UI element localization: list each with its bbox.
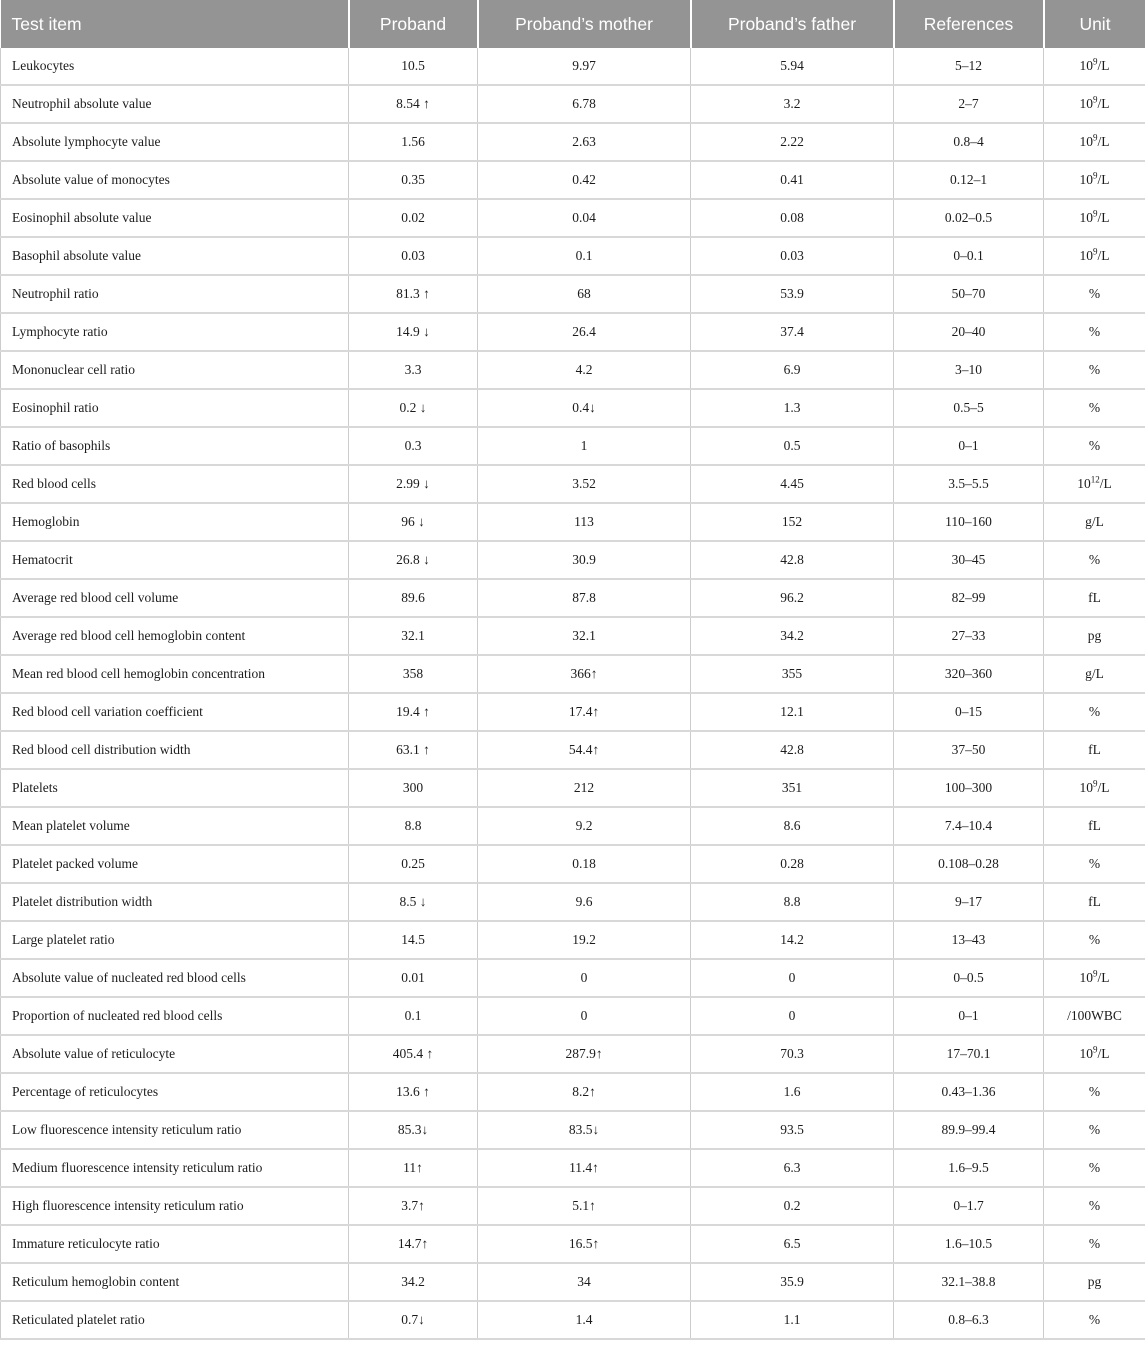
table-row	[1, 1073, 1145, 1111]
table-row	[1, 1149, 1145, 1187]
father-value-cell: 4.45	[691, 465, 894, 503]
unit-value-cell: $10^9/L$	[1044, 1035, 1145, 1073]
references-value-cell: 0.43–1.36	[894, 1073, 1044, 1111]
unit-value-cell: %	[1044, 1301, 1145, 1339]
mother-value-cell: 83.5↓	[478, 1111, 691, 1149]
mother-value-cell: 9.97	[478, 48, 691, 85]
table-row	[1, 1301, 1145, 1339]
proband-value-cell: 81.3 ↑	[349, 275, 478, 313]
proband-value-cell: 3.7↑	[349, 1187, 478, 1225]
father-value-cell: 1.6	[691, 1073, 894, 1111]
father-value-cell: 1.3	[691, 389, 894, 427]
mother-value-cell: 0.04	[478, 199, 691, 237]
references-value-cell: 3.5–5.5	[894, 465, 1044, 503]
proband-value-cell: 0.01	[349, 959, 478, 997]
proband-value-cell: 63.1 ↑	[349, 731, 478, 769]
test-item-cell: Absolute lymphocyte value	[1, 123, 349, 161]
mother-value-cell: 1	[478, 427, 691, 465]
proband-value-cell: 405.4 ↑	[349, 1035, 478, 1073]
proband-value-cell: 1.56	[349, 123, 478, 161]
unit-value-cell: g/L	[1044, 655, 1145, 693]
father-value-cell: 96.2	[691, 579, 894, 617]
proband-value-cell: 11↑	[349, 1149, 478, 1187]
mother-value-cell: 54.4↑	[478, 731, 691, 769]
table-row	[1, 617, 1145, 655]
table-row	[1, 1225, 1145, 1263]
unit-value-cell: fL	[1044, 731, 1145, 769]
unit-value-cell: fL	[1044, 579, 1145, 617]
father-value-cell: 70.3	[691, 1035, 894, 1073]
test-item-cell: Low fluorescence intensity reticulum ratio	[1, 1111, 349, 1149]
mother-value-cell: 0.42	[478, 161, 691, 199]
mother-value-cell: 6.78	[478, 85, 691, 123]
father-value-cell: 0	[691, 997, 894, 1035]
test-item-cell: Eosinophil ratio	[1, 389, 349, 427]
table-row	[1, 1263, 1145, 1301]
mother-value-cell: 1.4	[478, 1301, 691, 1339]
father-value-cell: 8.6	[691, 807, 894, 845]
father-value-cell: 35.9	[691, 1263, 894, 1301]
father-value-cell: 5.94	[691, 48, 894, 85]
mother-value-cell: 9.2	[478, 807, 691, 845]
table-row	[1, 351, 1145, 389]
references-value-cell: 20–40	[894, 313, 1044, 351]
table-row	[1, 123, 1145, 161]
references-value-cell: 89.9–99.4	[894, 1111, 1044, 1149]
references-value-cell: 30–45	[894, 541, 1044, 579]
test-item-cell: Medium fluorescence intensity reticulum ratio	[1, 1149, 349, 1187]
proband-value-cell: 0.35	[349, 161, 478, 199]
father-value-cell: 42.8	[691, 731, 894, 769]
references-value-cell: 0.8–4	[894, 123, 1044, 161]
proband-value-cell: 0.03	[349, 237, 478, 275]
mother-value-cell: 68	[478, 275, 691, 313]
unit-value-cell: %	[1044, 921, 1145, 959]
table-row	[1, 237, 1145, 275]
father-value-cell: 34.2	[691, 617, 894, 655]
proband-value-cell: 19.4 ↑	[349, 693, 478, 731]
column-header-unit: Unit	[1044, 0, 1145, 48]
references-value-cell: 1.6–9.5	[894, 1149, 1044, 1187]
references-value-cell: 110–160	[894, 503, 1044, 541]
column-header-references: References	[894, 0, 1044, 48]
references-value-cell: 5–12	[894, 48, 1044, 85]
father-value-cell: 8.8	[691, 883, 894, 921]
table-row	[1, 655, 1145, 693]
unit-value-cell: fL	[1044, 883, 1145, 921]
unit-value-cell: %	[1044, 541, 1145, 579]
proband-value-cell: 14.5	[349, 921, 478, 959]
table-row	[1, 541, 1145, 579]
table-row	[1, 731, 1145, 769]
test-item-cell: Mean platelet volume	[1, 807, 349, 845]
table-header	[1, 0, 1145, 48]
table-row	[1, 883, 1145, 921]
proband-value-cell: 8.5 ↓	[349, 883, 478, 921]
mother-value-cell: 2.63	[478, 123, 691, 161]
test-item-cell: Leukocytes	[1, 48, 349, 85]
unit-value-cell: %	[1044, 1073, 1145, 1111]
father-value-cell: 53.9	[691, 275, 894, 313]
father-value-cell: 0.08	[691, 199, 894, 237]
unit-value-cell: %	[1044, 1149, 1145, 1187]
table-row	[1, 465, 1145, 503]
mother-value-cell: 34	[478, 1263, 691, 1301]
test-item-cell: Platelet packed volume	[1, 845, 349, 883]
proband-value-cell: 14.7↑	[349, 1225, 478, 1263]
proband-value-cell: 0.3	[349, 427, 478, 465]
references-value-cell: 32.1–38.8	[894, 1263, 1044, 1301]
references-value-cell: 50–70	[894, 275, 1044, 313]
test-item-cell: Platelets	[1, 769, 349, 807]
proband-value-cell: 89.6	[349, 579, 478, 617]
table-row	[1, 199, 1145, 237]
table-body	[1, 48, 1145, 1339]
mother-value-cell: 30.9	[478, 541, 691, 579]
test-item-cell: Neutrophil ratio	[1, 275, 349, 313]
table-row	[1, 997, 1145, 1035]
father-value-cell: 351	[691, 769, 894, 807]
mother-value-cell: 16.5↑	[478, 1225, 691, 1263]
references-value-cell: 82–99	[894, 579, 1044, 617]
proband-value-cell: 13.6 ↑	[349, 1073, 478, 1111]
references-value-cell: 17–70.1	[894, 1035, 1044, 1073]
table-row	[1, 503, 1145, 541]
mother-value-cell: 366↑	[478, 655, 691, 693]
test-item-cell: Reticulum hemoglobin content	[1, 1263, 349, 1301]
table-row	[1, 807, 1145, 845]
unit-value-cell: %	[1044, 427, 1145, 465]
test-item-cell: Lymphocyte ratio	[1, 313, 349, 351]
mother-value-cell: 32.1	[478, 617, 691, 655]
mother-value-cell: 26.4	[478, 313, 691, 351]
father-value-cell: 1.1	[691, 1301, 894, 1339]
table-row	[1, 1111, 1145, 1149]
proband-value-cell: 300	[349, 769, 478, 807]
unit-value-cell: %	[1044, 313, 1145, 351]
table-row	[1, 769, 1145, 807]
father-value-cell: 37.4	[691, 313, 894, 351]
father-value-cell: 6.9	[691, 351, 894, 389]
proband-value-cell: 85.3↓	[349, 1111, 478, 1149]
mother-value-cell: 17.4↑	[478, 693, 691, 731]
unit-value-cell: $10^9/L$	[1044, 199, 1145, 237]
mother-value-cell: 0	[478, 959, 691, 997]
unit-value-cell: %	[1044, 845, 1145, 883]
test-item-cell: Average red blood cell volume	[1, 579, 349, 617]
references-value-cell: 2–7	[894, 85, 1044, 123]
test-item-cell: Percentage of reticulocytes	[1, 1073, 349, 1111]
father-value-cell: 42.8	[691, 541, 894, 579]
father-value-cell: 12.1	[691, 693, 894, 731]
references-value-cell: 1.6–10.5	[894, 1225, 1044, 1263]
table-row	[1, 313, 1145, 351]
father-value-cell: 6.5	[691, 1225, 894, 1263]
proband-value-cell: 0.7↓	[349, 1301, 478, 1339]
test-item-cell: Red blood cell distribution width	[1, 731, 349, 769]
mother-value-cell: 0.4↓	[478, 389, 691, 427]
unit-value-cell: %	[1044, 275, 1145, 313]
test-item-cell: Red blood cells	[1, 465, 349, 503]
proband-value-cell: 14.9 ↓	[349, 313, 478, 351]
column-header-proband-mother: Proband’s mother	[478, 0, 691, 48]
references-value-cell: 0.5–5	[894, 389, 1044, 427]
father-value-cell: 152	[691, 503, 894, 541]
test-item-cell: High fluorescence intensity reticulum ratio	[1, 1187, 349, 1225]
unit-value-cell: pg	[1044, 617, 1145, 655]
test-item-cell: Absolute value of nucleated red blood cells	[1, 959, 349, 997]
mother-value-cell: 212	[478, 769, 691, 807]
proband-value-cell: 96 ↓	[349, 503, 478, 541]
proband-value-cell: 8.8	[349, 807, 478, 845]
unit-value-cell: $10^9/L$	[1044, 161, 1145, 199]
table-row	[1, 1187, 1145, 1225]
references-value-cell: 9–17	[894, 883, 1044, 921]
proband-value-cell: 32.1	[349, 617, 478, 655]
unit-value-cell: %	[1044, 1111, 1145, 1149]
unit-value-cell: %	[1044, 389, 1145, 427]
table-row	[1, 275, 1145, 313]
table-row	[1, 161, 1145, 199]
references-value-cell: 13–43	[894, 921, 1044, 959]
test-item-cell: Absolute value of reticulocyte	[1, 1035, 349, 1073]
references-value-cell: 0–1	[894, 997, 1044, 1035]
test-item-cell: Absolute value of monocytes	[1, 161, 349, 199]
father-value-cell: 0.5	[691, 427, 894, 465]
test-item-cell: Platelet distribution width	[1, 883, 349, 921]
references-value-cell: 37–50	[894, 731, 1044, 769]
proband-value-cell: 0.1	[349, 997, 478, 1035]
unit-value-cell: %	[1044, 1225, 1145, 1263]
test-item-cell: Average red blood cell hemoglobin content	[1, 617, 349, 655]
test-item-cell: Mononuclear cell ratio	[1, 351, 349, 389]
column-header-proband: Proband	[349, 0, 478, 48]
unit-value-cell: g/L	[1044, 503, 1145, 541]
father-value-cell: 0	[691, 959, 894, 997]
father-value-cell: 355	[691, 655, 894, 693]
mother-value-cell: 0.1	[478, 237, 691, 275]
table-row	[1, 1035, 1145, 1073]
unit-value-cell: $10^9/L$	[1044, 48, 1145, 85]
references-value-cell: 3–10	[894, 351, 1044, 389]
mother-value-cell: 5.1↑	[478, 1187, 691, 1225]
unit-value-cell: $10^9/L$	[1044, 959, 1145, 997]
father-value-cell: 0.2	[691, 1187, 894, 1225]
unit-value-cell: pg	[1044, 1263, 1145, 1301]
test-item-cell: Red blood cell variation coefficient	[1, 693, 349, 731]
unit-value-cell: $10^{12}/L$	[1044, 465, 1145, 503]
test-item-cell: Reticulated platelet ratio	[1, 1301, 349, 1339]
unit-value-cell: /100WBC	[1044, 997, 1145, 1035]
references-value-cell: 0.108–0.28	[894, 845, 1044, 883]
unit-value-cell: %	[1044, 693, 1145, 731]
proband-value-cell: 0.25	[349, 845, 478, 883]
mother-value-cell: 11.4↑	[478, 1149, 691, 1187]
column-header-proband-father: Proband’s father	[691, 0, 894, 48]
mother-value-cell: 4.2	[478, 351, 691, 389]
references-value-cell: 100–300	[894, 769, 1044, 807]
unit-value-cell: $10^9/L$	[1044, 769, 1145, 807]
column-header-test-item: Test item	[1, 0, 349, 48]
test-item-cell: Hematocrit	[1, 541, 349, 579]
mother-value-cell: 87.8	[478, 579, 691, 617]
references-value-cell: 320–360	[894, 655, 1044, 693]
references-value-cell: 0.12–1	[894, 161, 1044, 199]
mother-value-cell: 9.6	[478, 883, 691, 921]
table-row	[1, 693, 1145, 731]
unit-value-cell: %	[1044, 1187, 1145, 1225]
father-value-cell: 14.2	[691, 921, 894, 959]
references-value-cell: 0–0.5	[894, 959, 1044, 997]
father-value-cell: 2.22	[691, 123, 894, 161]
unit-value-cell: $10^9/L$	[1044, 85, 1145, 123]
proband-value-cell: 0.02	[349, 199, 478, 237]
test-item-cell: Eosinophil absolute value	[1, 199, 349, 237]
mother-value-cell: 19.2	[478, 921, 691, 959]
mother-value-cell: 0	[478, 997, 691, 1035]
table-row	[1, 389, 1145, 427]
test-item-cell: Neutrophil absolute value	[1, 85, 349, 123]
test-item-cell: Mean red blood cell hemoglobin concentration	[1, 655, 349, 693]
mother-value-cell: 0.18	[478, 845, 691, 883]
references-value-cell: 0–1	[894, 427, 1044, 465]
father-value-cell: 93.5	[691, 1111, 894, 1149]
test-item-cell: Proportion of nucleated red blood cells	[1, 997, 349, 1035]
references-value-cell: 0.8–6.3	[894, 1301, 1044, 1339]
test-item-cell: Ratio of basophils	[1, 427, 349, 465]
mother-value-cell: 287.9↑	[478, 1035, 691, 1073]
test-item-cell: Basophil absolute value	[1, 237, 349, 275]
mother-value-cell: 3.52	[478, 465, 691, 503]
table-row	[1, 85, 1145, 123]
header-row	[1, 0, 1145, 48]
father-value-cell: 3.2	[691, 85, 894, 123]
references-value-cell: 0–1.7	[894, 1187, 1044, 1225]
test-item-cell: Hemoglobin	[1, 503, 349, 541]
references-value-cell: 7.4–10.4	[894, 807, 1044, 845]
proband-value-cell: 2.99 ↓	[349, 465, 478, 503]
unit-value-cell: $10^9/L$	[1044, 237, 1145, 275]
proband-value-cell: 10.5	[349, 48, 478, 85]
proband-value-cell: 34.2	[349, 1263, 478, 1301]
proband-value-cell: 358	[349, 655, 478, 693]
mother-value-cell: 8.2↑	[478, 1073, 691, 1111]
proband-value-cell: 26.8 ↓	[349, 541, 478, 579]
unit-value-cell: fL	[1044, 807, 1145, 845]
references-value-cell: 27–33	[894, 617, 1044, 655]
table-row	[1, 845, 1145, 883]
test-item-cell: Immature reticulocyte ratio	[1, 1225, 349, 1263]
proband-value-cell: 0.2 ↓	[349, 389, 478, 427]
test-item-cell: Large platelet ratio	[1, 921, 349, 959]
table-row	[1, 959, 1145, 997]
references-value-cell: 0–0.1	[894, 237, 1044, 275]
father-value-cell: 0.28	[691, 845, 894, 883]
father-value-cell: 6.3	[691, 1149, 894, 1187]
proband-value-cell: 3.3	[349, 351, 478, 389]
references-value-cell: 0–15	[894, 693, 1044, 731]
unit-value-cell: %	[1044, 351, 1145, 389]
references-value-cell: 0.02–0.5	[894, 199, 1044, 237]
table-row	[1, 921, 1145, 959]
table-row	[1, 48, 1145, 85]
mother-value-cell: 113	[478, 503, 691, 541]
proband-value-cell: 8.54 ↑	[349, 85, 478, 123]
father-value-cell: 0.41	[691, 161, 894, 199]
unit-value-cell: $10^9/L$	[1044, 123, 1145, 161]
table-row	[1, 579, 1145, 617]
father-value-cell: 0.03	[691, 237, 894, 275]
table-row	[1, 427, 1145, 465]
